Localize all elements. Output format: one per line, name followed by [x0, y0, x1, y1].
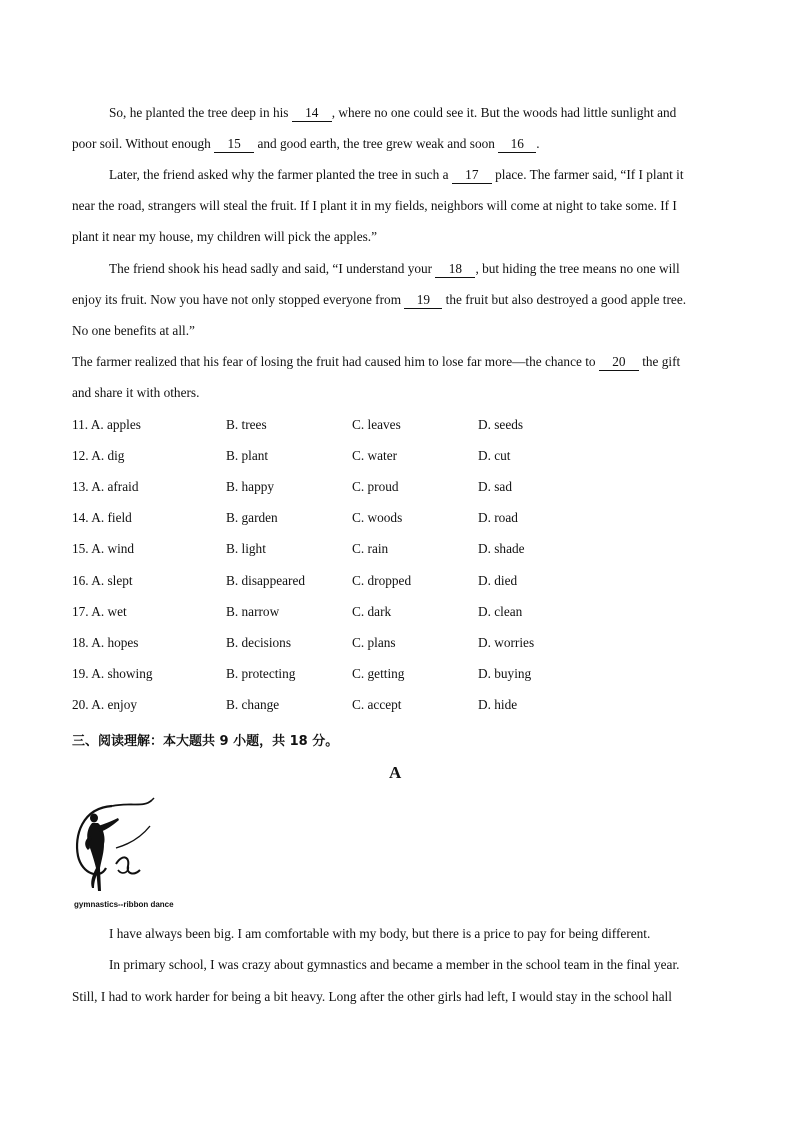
- option-a: 14. A. field: [72, 510, 132, 525]
- option-a: 19. A. showing: [72, 666, 153, 681]
- option-b: B. decisions: [226, 635, 292, 650]
- option-a: 20. A. enjoy: [72, 697, 138, 712]
- option-c: C. dark: [352, 604, 392, 619]
- option-b: B. disappeared: [226, 573, 306, 588]
- option-a: 12. A. dig: [72, 448, 125, 463]
- passage-line: plant it near my house, my children will pick the apples.”: [72, 229, 378, 244]
- option-d: D. clean: [478, 604, 523, 619]
- passage-line: In primary school, I was crazy about gymnastics and became a member in the school team in the final year.: [109, 957, 680, 972]
- passage-line: I have always been big. I am comfortable with my body, but there is a price to pay for being different.: [109, 926, 651, 941]
- text-run: the fruit but also destroyed a good apple tree.: [442, 292, 687, 307]
- blank-18: 18: [435, 261, 475, 278]
- text-run: , where no one could see it. But the woods had little sunlight and: [331, 105, 677, 120]
- option-c: C. proud: [352, 479, 399, 494]
- option-a: 13. A. afraid: [72, 479, 139, 494]
- option-d: D. died: [478, 573, 518, 588]
- option-b: B. protecting: [226, 666, 296, 681]
- text-run: So, he planted the tree deep in his: [109, 105, 292, 120]
- passage-line: No one benefits at all.”: [72, 323, 195, 338]
- option-c: C. leaves: [352, 417, 401, 432]
- text-run: The friend shook his head sadly and said, “I understand your: [109, 261, 436, 276]
- option-d: D. road: [478, 510, 518, 525]
- option-d: D. seeds: [478, 417, 524, 432]
- option-b: B. happy: [226, 479, 275, 494]
- blank-20: 20: [599, 354, 639, 371]
- passage-line: [109, 105, 676, 122]
- option-b: B. light: [226, 541, 266, 556]
- ribbon-dancer-icon: [72, 796, 164, 900]
- blank-17: 17: [452, 167, 492, 184]
- option-c: C. woods: [352, 510, 403, 525]
- option-a: 17. A. wet: [72, 604, 127, 619]
- passage-line: [72, 136, 540, 153]
- text-run: Later, the friend asked why the farmer planted the tree in such a: [109, 167, 452, 182]
- blank-14: 14: [292, 105, 332, 122]
- figure-caption: gymnastics--ribbon dance: [74, 900, 174, 909]
- passage-line: [109, 261, 680, 278]
- option-a: 16. A. slept: [72, 573, 133, 588]
- option-d: D. sad: [478, 479, 512, 494]
- text-run: place. The farmer said, “If I plant it: [491, 167, 684, 182]
- blank-15: 15: [214, 136, 254, 153]
- text-run: The farmer realized that his fear of losing the fruit had caused him to lose far more—the chance to: [72, 354, 599, 369]
- option-d: D. shade: [478, 541, 525, 556]
- text-run: .: [536, 136, 540, 151]
- text-run: enjoy its fruit. Now you have not only stopped everyone from: [72, 292, 405, 307]
- blank-19: 19: [404, 292, 442, 309]
- option-d: D. hide: [478, 697, 518, 712]
- text-run: the gift: [638, 354, 681, 369]
- option-c: C. dropped: [352, 573, 412, 588]
- text-run: poor soil. Without enough: [72, 136, 215, 151]
- option-c: C. water: [352, 448, 398, 463]
- passage-line: [109, 167, 684, 184]
- text-run: and good earth, the tree grew weak and soon: [254, 136, 499, 151]
- option-a: 18. A. hopes: [72, 635, 139, 650]
- option-d: D. buying: [478, 666, 532, 681]
- option-a: 11. A. apples: [72, 417, 141, 432]
- passage-line: [72, 292, 686, 309]
- blank-16: 16: [498, 136, 536, 153]
- section-title: 三、阅读理解：本大题共 9 小题，共 18 分。: [72, 734, 339, 749]
- option-c: C. getting: [352, 666, 405, 681]
- option-c: C. accept: [352, 697, 402, 712]
- option-c: C. rain: [352, 541, 389, 556]
- option-b: B. change: [226, 697, 280, 712]
- passage-line: [72, 354, 680, 371]
- option-b: B. garden: [226, 510, 278, 525]
- option-d: D. cut: [478, 448, 511, 463]
- passage-line: near the road, strangers will steal the fruit. If I plant it in my fields, neighbors will come at night to take some. If I: [72, 198, 677, 213]
- option-d: D. worries: [478, 635, 535, 650]
- passage-line: Still, I had to work harder for being a bit heavy. Long after the other girls had left, I would stay in the school hall: [72, 989, 672, 1004]
- passage-title: A: [389, 763, 402, 782]
- text-run: , but hiding the tree means no one will: [475, 261, 680, 276]
- option-b: B. plant: [226, 448, 269, 463]
- option-b: B. narrow: [226, 604, 280, 619]
- option-a: 15. A. wind: [72, 541, 135, 556]
- option-c: C. plans: [352, 635, 396, 650]
- passage-line: and share it with others.: [72, 385, 200, 400]
- option-b: B. trees: [226, 417, 267, 432]
